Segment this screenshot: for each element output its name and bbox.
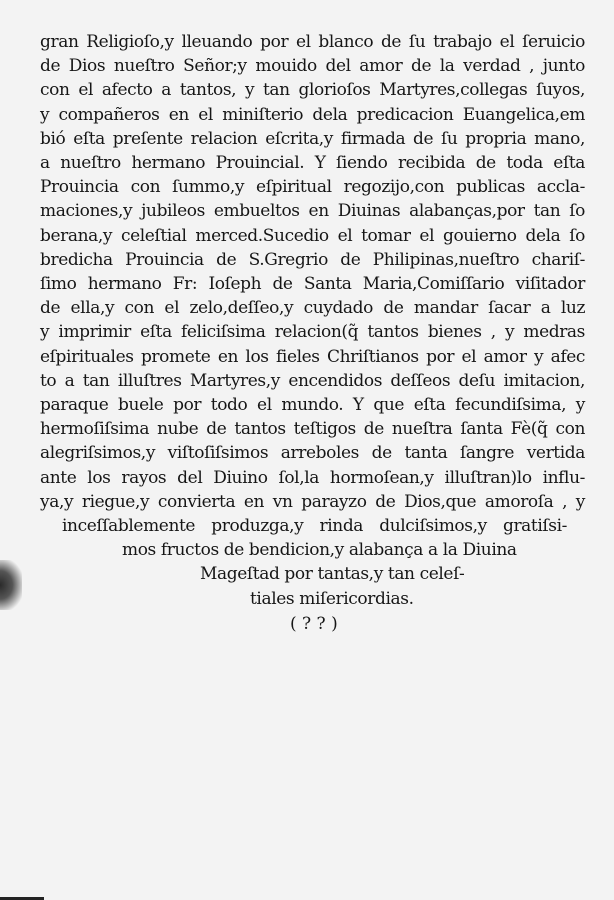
text-line: ſimo hermano Fr: Ioſeph de Santa Maria,Comiſſario viſitador [40, 274, 585, 295]
text-line: y compañeros en el miniſterio dela predicacion Euangelica,em [40, 104, 585, 125]
text-line: Mageſtad por tantas,y tan celeſ- [200, 564, 465, 585]
text-line: eſpirituales promete en los fieles Chriſtianos por el amor y afec [40, 346, 585, 367]
text-line: to a tan illuſtres Martyres,y encendidos deſſeos deſu imitacion, [40, 370, 585, 391]
text-line: ya,y riegue,y convierta en vn parayzo de Dios,que amoroſa , y [40, 491, 585, 512]
text-line: con el afecto a tantos, y tan glorioſos Martyres,collegas ſuyos, [40, 80, 585, 101]
text-line: a nueſtro hermano Prouincial. Y ſiendo recibida de toda eſta [40, 153, 585, 174]
text-line: tiales miſericordias. [250, 588, 414, 609]
text-line: de ella,y con el zelo,deſſeo,y cuydado de mandar ſacar a luz [40, 298, 585, 319]
page-mark: ( ? ? ) [290, 614, 338, 634]
text-line: y imprimir eſta feliciſsima relacion(q̃ tantos bienes , y medras [40, 322, 585, 343]
text-line: alegriſsimos,y viſtoſiſsimos arreboles de tanta ſangre vertida [40, 443, 585, 464]
text-line: hermoſiſsima nube de tantos teſtigos de nueſtra ſanta Fè(q̃ con [40, 419, 585, 440]
body-text [40, 30, 585, 611]
text-line: Prouincia con ſummo,y eſpiritual regozijo,con publicas accla- [40, 177, 585, 198]
text-line: de Dios nueſtro Señor;y mouido del amor de la verdad , junto [40, 56, 585, 77]
text-line: inceſſablemente produzga,y rinda dulciſsimos,y gratiſsi- [62, 516, 567, 537]
text-line: mos fructos de bendicion,y alabança a la Diuina [122, 540, 517, 561]
text-line: berana,y celeſtial merced.Sucedio el tomar el gouierno dela ſo [40, 225, 585, 246]
text-line: maciones,y jubileos embueltos en Diuinas alabanças,por tan ſo [40, 201, 585, 222]
text-line: gran Religioſo,y lleuando por el blanco de ſu trabajo el ſeruicio [40, 32, 585, 52]
text-line: bredicha Prouincia de S.Gregrio de Philipinas,nueſtro chariſ- [40, 249, 585, 270]
text-line: bió eſta preſente relacion eſcrita,y firmada de ſu propria mano, [40, 128, 585, 149]
text-line: ante los rayos del Diuino ſol,la hormoſean,y illuſtran)lo influ- [40, 467, 585, 488]
text-line: paraque buele por todo el mundo. Y que eſta fecundiſsima, y [40, 395, 585, 416]
page-edge-shadow [0, 560, 22, 610]
